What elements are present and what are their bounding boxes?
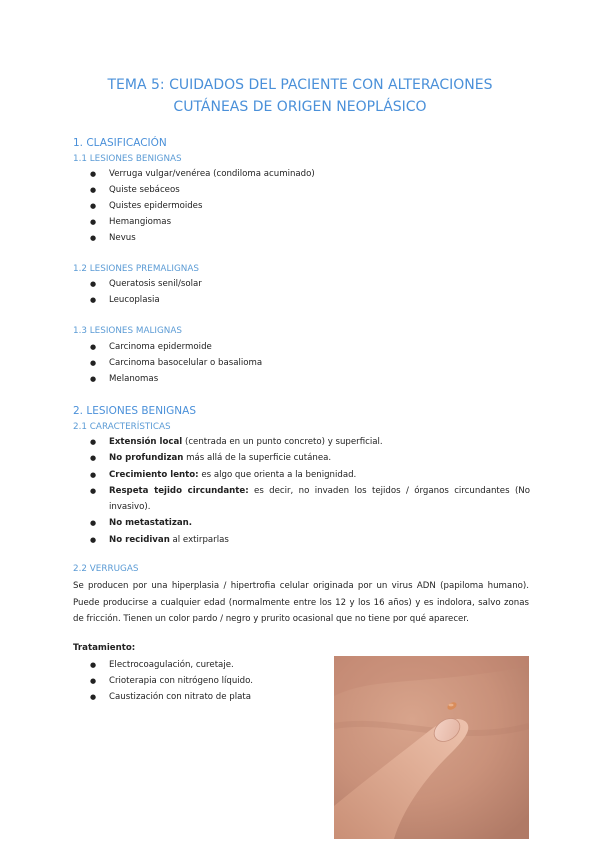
tratamiento-list [90,657,330,705]
premalignas-list [90,276,530,308]
malignas-list [90,339,530,387]
item-bold: No recidivan [109,534,170,545]
list-item: ● Verruga vulgar/venérea (condiloma acuminado) [90,166,530,182]
list-item [90,532,530,548]
list-item: ● Leucoplasia [90,292,530,308]
item-text: es decir, no invaden los tejidos / órganos circundantes (No invasivo). [109,485,530,513]
list-item [90,434,530,450]
list-item: ● Melanomas [90,371,530,387]
page-title [60,74,540,118]
benignas-heading: 1.1 LESIONES BENIGNAS [73,154,182,164]
caracteristicas-heading: 2.1 CARACTERÍSTICAS [73,422,171,432]
list-item: ● Hemangiomas [90,214,530,230]
list-item: ● Electrocoagulación, curetaje. [90,657,330,673]
list-item: ● Carcinoma basocelular o basalioma [90,355,530,371]
title-line-2: CUTÁNEAS DE ORIGEN NEOPLÁSICO [173,99,427,115]
item-bold: Respeta tejido circundante: [109,485,249,496]
list-item [90,515,530,531]
title-line-1: TEMA 5: CUIDADOS DEL PACIENTE CON ALTERACIONES [107,77,493,93]
section-2-heading: 2. LESIONES BENIGNAS [73,405,196,417]
item-text: más allá de la superficie cutánea. [183,453,332,464]
list-item: ● Nevus [90,230,530,246]
list-item: ● Crioterapia con nitrógeno líquido. [90,673,330,689]
list-item [90,467,530,483]
list-item: ● Quiste sebáceos [90,182,530,198]
item-bold: Extensión local [109,437,183,447]
premalignas-heading: 1.2 LESIONES PREMALIGNAS [73,264,199,274]
list-item [90,450,530,466]
verrugas-heading: 2.2 VERRUGAS [73,564,139,574]
item-text: (centrada en un punto concreto) y superficial. [182,437,383,447]
caracteristicas-list [90,434,530,548]
item-bold: No profundizan [109,453,184,464]
item-bold: Crecimiento lento: [109,469,199,480]
list-item: ● Caustización con nitrato de plata [90,689,330,705]
list-item: ● Queratosis senil/solar [90,276,530,292]
list-item: ● Carcinoma epidermoide [90,339,530,355]
list-item [90,483,530,516]
wart-photo [334,656,529,839]
item-text: al extirparlas [169,534,229,545]
skin-finger-illustration [334,656,529,839]
list-item: ● Quistes epidermoides [90,198,530,214]
item-bold: No metastatizan. [109,518,193,529]
tratamiento-label: Tratamiento: [73,643,136,653]
section-1-heading: 1. CLASIFICACIÓN [73,137,167,149]
item-text: es algo que orienta a la benignidad. [198,469,357,480]
benignas-list [90,166,530,246]
malignas-heading: 1.3 LESIONES MALIGNAS [73,326,182,336]
verrugas-paragraph: Se producen por una hiperplasia / hipertrofia celular originada por un virus ADN (papiloma humano). Puede producirse a cualquier edad (normalmente entre los 12 y los 16 años) y es indolora, salvo zonas de fricción. Tienen un color pardo / negro y prurito ocasional que no tiene por qué aparecer. [73,581,529,625]
